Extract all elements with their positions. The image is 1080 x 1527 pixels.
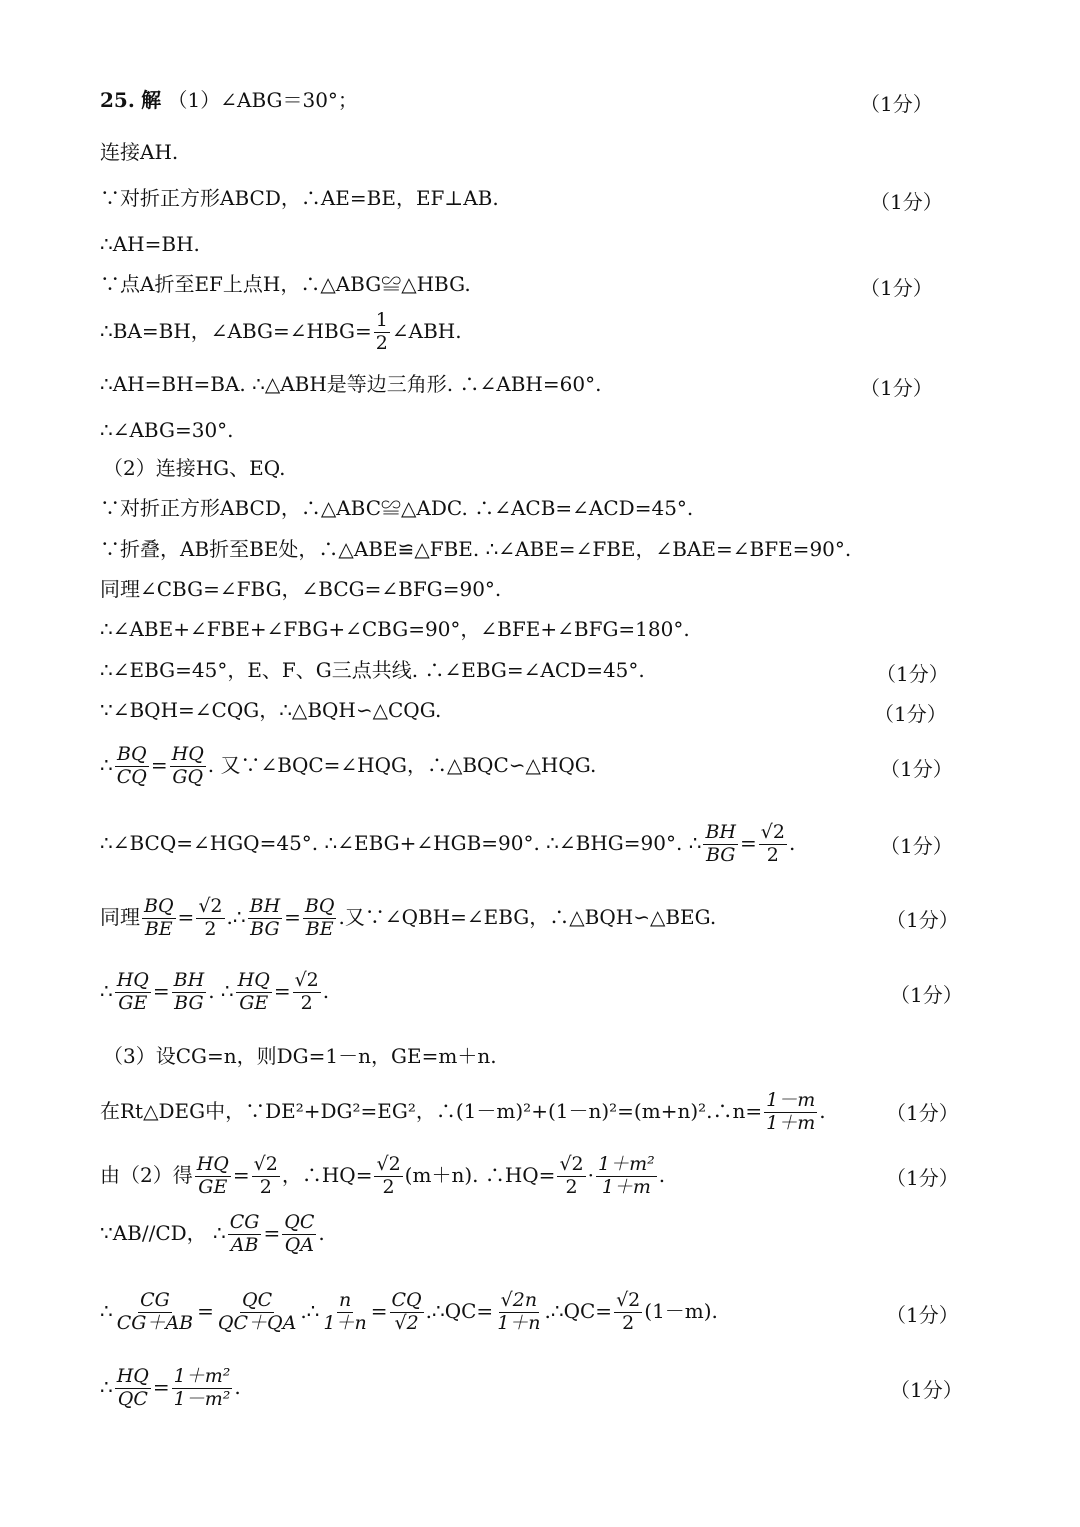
score-mark: （1分）: [890, 983, 963, 1007]
problem-number: 25.: [100, 88, 135, 112]
line-ba-bh: ∴BA=BH，∠ABG=∠HBG= $\frac{1}{2}$ ∠ABH.: [100, 309, 462, 354]
line-from-part2: 由（2）得 $\frac{HQ}{GE}$ = $\frac{√2}{2}$ ，∴HQ= $\frac{√2}{2}$ (m＋n). ∴HQ= $\frac{√2}{2}$ · $\frac{\text{1＋m²}}{1+m}$ .: [100, 1153, 666, 1198]
fraction-hq-ge: $\frac{HQ}{GE}$: [237, 969, 270, 1014]
score-mark: （1分）: [876, 662, 949, 686]
score-mark: （1分）: [890, 1378, 963, 1402]
fraction-n-expr: $\frac{1-m}{1+m}$: [766, 1089, 816, 1134]
fraction-bh-bg: $\frac{BH}{BG}$: [705, 821, 736, 866]
fraction-bq-cq: $\frac{BQ}{CQ}$: [116, 743, 147, 788]
fraction-hq-qc: $\frac{HQ}{QC}$: [116, 1365, 149, 1410]
line-part2-connect: （2）连接HG、EQ.: [103, 456, 286, 480]
line-hq-ge: ∴ $\frac{HQ}{GE}$ = $\frac{BH}{BG}$ . ∴ $\frac{HQ}{GE}$ = $\frac{√2}{2}$ .: [100, 969, 330, 1014]
fraction-n-1n: $\frac{n}{1+n}$: [323, 1289, 367, 1334]
fraction-m2-expr: $\frac{\text{1＋m²}}{1+m}$: [598, 1153, 655, 1198]
fraction-bh-bg: $\frac{BH}{BG}$: [249, 895, 281, 940]
line-final-ratio: ∴ $\frac{HQ}{QC}$ = $\frac{\text{1＋m²}}{\text{1－m²}}$ .: [100, 1365, 241, 1410]
fraction-root2-over-2: $\frac{√2}{2}$: [294, 969, 319, 1014]
solve-label: 解: [141, 88, 162, 112]
line-ratio-bq-cq: ∴ $\frac{BQ}{CQ}$ = $\frac{HQ}{GQ}$ . 又∵∠BQC=∠HQG，∴△BQC∽△HQG.: [100, 743, 597, 788]
score-mark: （1分）: [886, 1303, 959, 1327]
fraction-cg-ab: $\frac{CG}{AB}$: [229, 1211, 260, 1256]
line-abg-30: ∴∠ABG=30°.: [100, 418, 234, 442]
fraction-bq-be: $\frac{BQ}{BE}$: [144, 895, 174, 940]
score-mark: （1分）: [886, 1166, 959, 1190]
fraction-hq-gq: $\frac{HQ}{GQ}$: [171, 743, 204, 788]
fraction-root2-over-2: $\frac{√2}{2}$: [559, 1153, 584, 1198]
fraction-qc-sum: $\frac{QC}{QC+QA}$: [217, 1289, 297, 1334]
line-part1-answer: 25. 解 （1）∠ABG＝30°；: [100, 88, 358, 112]
score-mark: （1分）: [886, 908, 959, 932]
line-connect-ah: 连接AH.: [100, 140, 179, 164]
score-mark: （1分）: [874, 702, 947, 726]
score-mark: （1分）: [860, 376, 933, 400]
line-angle-sums: ∴∠ABE+∠FBE+∠FBG+∠CBG=90°，∠BFE+∠BFG=180°.: [100, 617, 690, 641]
fraction-cg-sum: $\frac{CG}{CG+AB}$: [116, 1289, 194, 1334]
line-ab-parallel-cd: ∵AB//CD， ∴ $\frac{CG}{AB}$ = $\frac{QC}{QA}$ .: [100, 1211, 325, 1256]
fraction-root2-over-2: $\frac{√2}{2}$: [253, 1153, 278, 1198]
line-ebg-45: ∴∠EBG=45°，E、F、G三点共线. ∴∠EBG=∠ACD=45°.: [100, 658, 645, 682]
score-mark: （1分）: [880, 834, 953, 858]
score-mark: （1分）: [860, 92, 933, 116]
fraction-bq-be: $\frac{BQ}{BE}$: [304, 895, 335, 940]
fraction-root2-over-2: $\frac{√2}{2}$: [198, 895, 223, 940]
fraction-final: $\frac{\text{1＋m²}}{\text{1－m²}}$: [173, 1365, 231, 1410]
line-similarly-bq-be: 同理 $\frac{BQ}{BE}$ = $\frac{√2}{2}$ .∴ $\frac{BH}{BG}$ = $\frac{BQ}{BE}$ .又∵∠QBH=∠EBG，∴△BQH∽△BEG.: [100, 895, 717, 940]
fraction-hq-ge: $\frac{HQ}{GE}$: [196, 1153, 229, 1198]
fraction-hq-ge: $\frac{HQ}{GE}$: [116, 969, 149, 1014]
line-bcq-hgq: ∴∠BCQ=∠HGQ=45°. ∴∠EBG+∠HGB=90°. ∴∠BHG=90°. ∴ $\frac{BH}{BG}$ = $\frac{√2}{2}$ .: [100, 821, 796, 866]
fraction-cq-root2: $\frac{CQ}{√2}$: [391, 1289, 422, 1334]
fraction-qc-qa: $\frac{QC}{QA}$: [284, 1211, 315, 1256]
fraction-root2-over-2: $\frac{√2}{2}$: [760, 821, 785, 866]
score-mark: （1分）: [880, 757, 953, 781]
line-rt-deg: 在Rt△DEG中，∵DE²+DG²=EG²，∴(1－m)²+(1－n)²=(m+n)².∴n= $\frac{1-m}{1+m}$ .: [100, 1089, 826, 1134]
score-mark: （1分）: [870, 190, 943, 214]
line-fold-square: ∵对折正方形ABCD，∴AE=BE，EF⊥AB.: [100, 186, 499, 210]
line-bqh-cqg: ∵∠BQH=∠CQG，∴△BQH∽△CQG.: [100, 698, 442, 722]
fraction-root2-over-2: $\frac{√2}{2}$: [616, 1289, 641, 1334]
line-part3-set: （3）设CG=n，则DG=1－n，GE=m＋n.: [103, 1044, 497, 1068]
line-similarly-cbg: 同理∠CBG=∠FBG，∠BCG=∠BFG=90°.: [100, 577, 502, 601]
line-equilateral: ∴AH=BH=BA. ∴△ABH是等边三角形. ∴∠ABH=60°.: [100, 372, 602, 396]
fraction-half: $\frac{1}{2}$: [375, 309, 388, 354]
line-fold-abe-fbe: ∵折叠，AB折至BE处，∴△ABE≌△FBE. ∴∠ABE=∠FBE，∠BAE=∠BFE=90°.: [100, 537, 852, 561]
fraction-bh-bg: $\frac{BH}{BG}$: [173, 969, 205, 1014]
fraction-root2-over-2: $\frac{√2}{2}$: [376, 1153, 401, 1198]
line-qc-derivation: ∴ $\frac{CG}{CG+AB}$ = $\frac{QC}{QC+QA}$ .∴ $\frac{n}{1+n}$ = $\frac{CQ}{√2}$ .∴QC= $\frac{√2n}{1+n}$ .∴QC= $\frac{√2}{2}$ (1－m).: [100, 1289, 718, 1334]
score-mark: （1分）: [860, 276, 933, 300]
line-fold-abc-adc: ∵对折正方形ABCD，∴△ABC≌△ADC. ∴∠ACB=∠ACD=45°.: [100, 496, 694, 520]
line-point-a-fold: ∵点A折至EF上点H，∴△ABG≌△HBG.: [100, 272, 471, 296]
fraction-root2n-1n: $\frac{√2n}{1+n}$: [497, 1289, 541, 1334]
score-mark: （1分）: [886, 1101, 959, 1125]
line-ah-bh: ∴AH=BH.: [100, 232, 200, 256]
